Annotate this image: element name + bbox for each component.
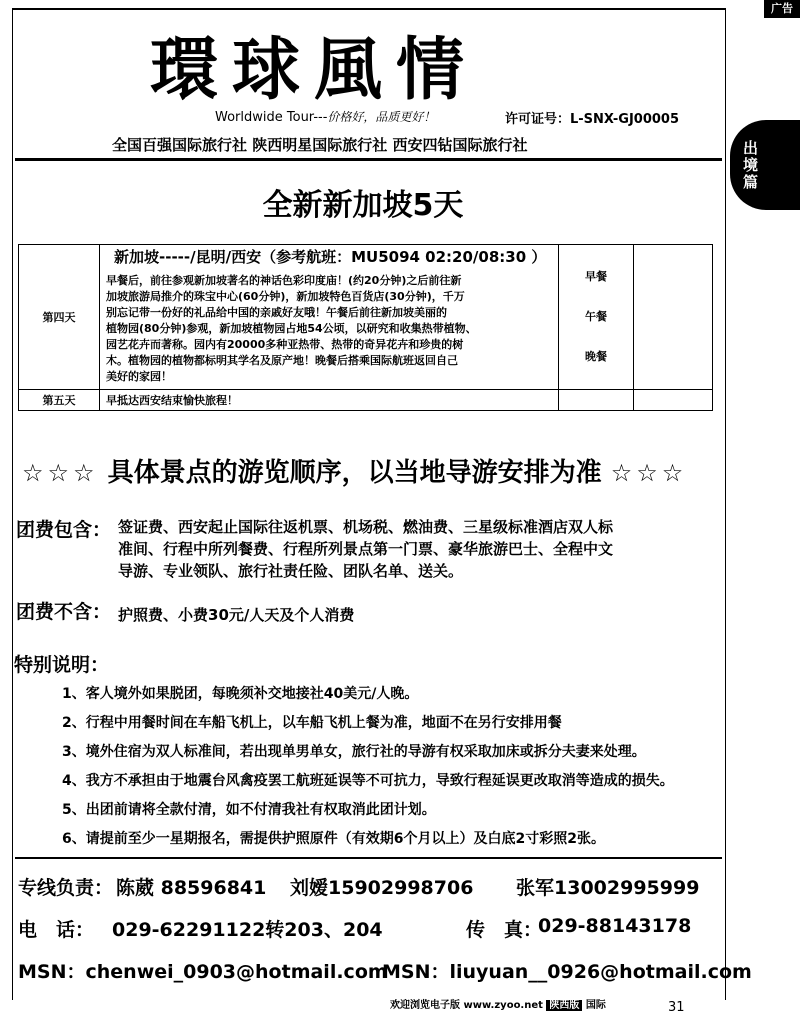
page-number: 31 <box>668 1000 685 1015</box>
contact-person-2: 刘嫒15902998706 <box>290 877 474 899</box>
slogan: 价格好，品质更好！ <box>327 110 436 124</box>
fee-line: 准间、行程中所列餐费、行程所列景点第一门票、豪华旅游巴士、全程中文 <box>118 540 614 558</box>
meal-dinner: 晚餐 <box>585 350 607 363</box>
msn-contact-2: MSN：liuyuan__0926@hotmail.com <box>382 961 752 983</box>
fee-excluded-label: 团费不含： <box>16 601 112 623</box>
hotel-cell <box>634 245 713 390</box>
header-divider <box>15 158 722 161</box>
star-icon: ☆☆☆ <box>610 459 688 487</box>
hotel-cell <box>634 390 713 411</box>
day-line: 木。植物园的植物都标明其学名及原产地！晚餐后搭乘国际航班返回自己 <box>106 354 458 367</box>
note-item: 1、客人境外如果脱团，每晚须补交地接社40美元/人晚。 <box>62 686 419 702</box>
license-number: 许可证号：L-SNX-GJ00005 <box>505 112 680 127</box>
msn-contact-1: MSN：chenwei_0903@hotmail.com <box>18 961 388 983</box>
tour-title: 全新新加坡5天 <box>262 188 464 223</box>
meals-cell <box>559 390 634 411</box>
arrangement-notice <box>22 452 687 489</box>
day-content <box>100 245 559 390</box>
contact-divider <box>15 857 722 859</box>
fee-line: 导游、专业领队、旅行社责任险、团队名单、送关。 <box>118 562 464 580</box>
special-notes-list <box>62 680 722 854</box>
hotline-label: 专线负责： <box>18 877 114 899</box>
note-item: 2、行程中用餐时间在车船飞机上，以车船飞机上餐为准，地面不在另行安排用餐 <box>62 715 562 731</box>
fee-excluded-text: 护照费、小费30元/人天及个人消费 <box>118 606 355 624</box>
fee-included-label: 团费包含： <box>16 519 112 541</box>
fax-label: 传 真： <box>466 919 543 941</box>
contact-person-3: 张军13002995999 <box>516 877 700 899</box>
footer-bar <box>390 996 606 1011</box>
star-icon: ☆☆☆ <box>22 459 99 487</box>
special-notes-label: 特别说明： <box>14 654 110 676</box>
itinerary-row-day5 <box>19 390 713 411</box>
footer-browse: 欢迎浏览电子版 www.zyoo.net <box>390 1000 543 1011</box>
fee-included-text <box>118 516 708 582</box>
day-content: 早抵达西安结束愉快旅程！ <box>100 390 559 411</box>
brand-logo-text: 環球風情 <box>150 30 479 110</box>
phone-number: 029-62291122转203、204 <box>112 919 383 941</box>
day-line: 加坡旅游局推介的珠宝中心(60分钟)，新加坡特色百货店(30分钟)，千万 <box>106 290 465 303</box>
note-item: 6、请提前至少一星期报名，需提供护照原件（有效期6个月以上）及白底2寸彩照2张。 <box>62 831 605 847</box>
day-line: 别忘记带一份好的礼品给中国的亲戚好友哦！午餐后前往新加坡美丽的 <box>106 306 447 319</box>
contact-person-1: 陈葳 88596841 <box>116 877 267 899</box>
top-rule <box>12 8 726 10</box>
fee-line: 签证费、西安起止国际往返机票、机场税、燃油费、三星级标准酒店双人标 <box>118 518 614 536</box>
footer-section: 国际 <box>585 1000 606 1011</box>
agency-list: 全国百强国际旅行社 陕西明星国际旅行社 西安四钻国际旅行社 <box>112 136 528 154</box>
ad-tag: 广告 <box>764 0 800 18</box>
note-item: 4、我方不承担由于地震台风禽疫罢工航班延误等不可抗力，导致行程延误更改取消等造成的损失。 <box>62 773 674 789</box>
itinerary-table <box>18 244 713 411</box>
itinerary-row-day4 <box>19 245 713 390</box>
edition-badge: 陕西版 <box>546 1000 582 1011</box>
notice-text: 具体景点的游览顺序，以当地导游安排为准 <box>107 458 602 488</box>
section-side-tab: 出境篇 <box>730 120 800 210</box>
note-item: 5、出团前请将全款付清，如不付清我社有权取消此团计划。 <box>62 802 436 818</box>
fax-number: 029-88143178 <box>538 915 692 937</box>
day-line: 早餐后，前往参观新加坡著名的神话色彩印度庙！(约20分钟)之后前往新 <box>106 274 462 287</box>
meal-lunch: 午餐 <box>585 310 607 323</box>
day-label: 第五天 <box>19 390 100 411</box>
tagline <box>215 108 435 125</box>
day-line: 园艺花卉而著称。园内有20000多种亚热带、热带的奇异花卉和珍贵的树 <box>106 338 464 351</box>
day-line: 植物园(80分钟)参观，新加坡植物园占地54公顷，以研究和收集热带植物、 <box>106 322 477 335</box>
note-item: 3、境外住宿为双人标准间，若出现单男单女，旅行社的导游有权采取加床或拆分夫妻来处理。 <box>62 744 646 760</box>
meal-breakfast: 早餐 <box>585 270 607 283</box>
phone-label: 电 话： <box>18 919 95 941</box>
day-line: 美好的家园！ <box>106 370 172 383</box>
meals-cell <box>559 245 634 390</box>
day-label: 第四天 <box>19 245 100 390</box>
flight-route: 新加坡-----/昆明/西安（参考航班：MU5094 02:20/08:30 ） <box>114 248 547 266</box>
tagline-en: Worldwide Tour--- <box>215 110 328 125</box>
